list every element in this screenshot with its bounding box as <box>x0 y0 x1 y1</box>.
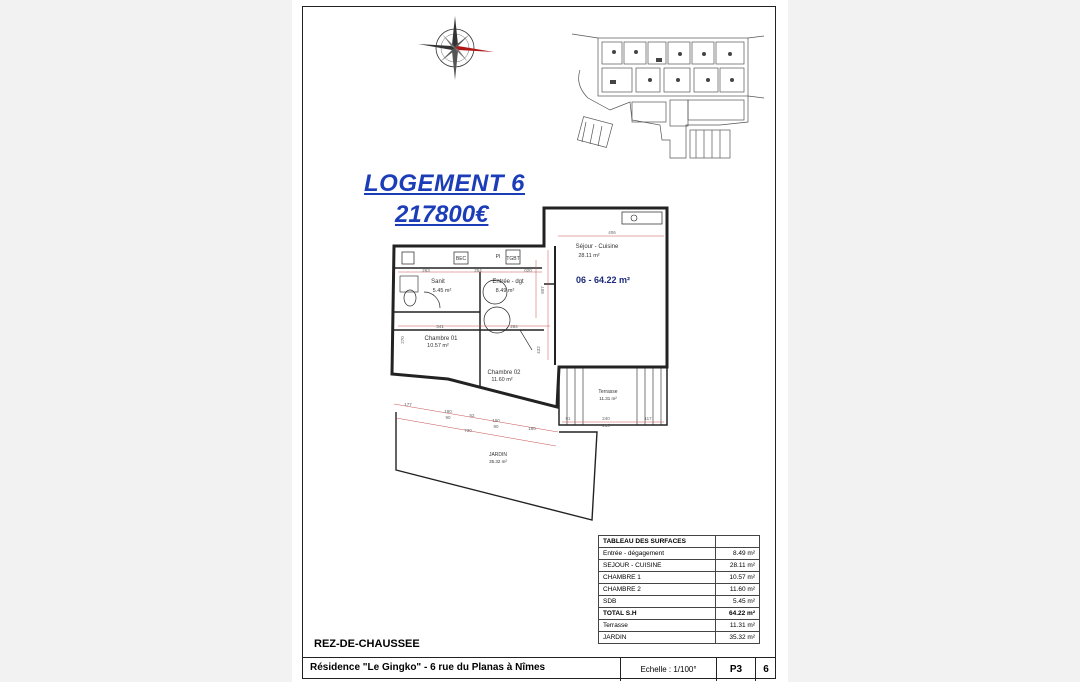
surfaces-table <box>598 535 760 644</box>
dim-label: 117 <box>644 416 652 421</box>
room-name: Séjour - Cuisine <box>575 244 619 250</box>
dim-label: 254 <box>474 268 482 273</box>
table-row: CHAMBRE 2 11.60 m² <box>599 584 760 596</box>
table-row: Entrée - dégagement 8.49 m² <box>599 548 760 560</box>
dim-label: 180 <box>528 426 536 431</box>
table-row: SDB 5.45 m² <box>599 596 760 608</box>
dim-label: 020 <box>524 268 532 273</box>
scale-text: Echelle : 1/100° <box>620 658 716 681</box>
total-row: TOTAL S.H 64.22 m² <box>599 608 760 620</box>
dim-label: 52 <box>469 413 475 418</box>
level-label: REZ-DE-CHAUSSEE <box>314 638 420 650</box>
room-area: 10.57 m² <box>427 343 449 349</box>
room-name: Entrée - dgt <box>492 279 524 285</box>
dim-label: 91 <box>565 416 571 421</box>
dim-label: 240 <box>602 416 610 421</box>
dim-label: 90 <box>445 415 451 420</box>
dim-label: 180 <box>444 409 452 414</box>
room-area: 5.45 m² <box>432 288 452 294</box>
room-name: JARDIN <box>488 452 508 458</box>
dim-label: 607 <box>540 286 545 294</box>
room-name: Chambre 01 <box>424 336 458 342</box>
dim-label: 90 <box>493 424 499 429</box>
dim-label: 160 <box>492 418 500 423</box>
dim-label: 284 <box>510 324 518 329</box>
table-row: JARDIN 35.32 m² <box>599 632 760 644</box>
room-name: Sanit <box>431 279 445 285</box>
logement-title: LOGEMENT 6 <box>364 170 526 197</box>
table-row: CHAMBRE 1 10.57 m² <box>599 572 760 584</box>
dim-label: 730 <box>464 428 472 433</box>
unit-label: 06 - 64.22 m² <box>575 275 631 285</box>
room-area: 11.31 m² <box>599 396 617 401</box>
table-row: SEJOUR - CUISINE 28.11 m² <box>599 560 760 572</box>
title-block <box>302 657 776 681</box>
pi-label: PI <box>495 254 501 260</box>
room-name: Chambre 02 <box>487 370 521 376</box>
page-number: 6 <box>763 664 769 675</box>
room-area: 11.60 m² <box>491 377 513 383</box>
dim-label: 341 <box>436 324 444 329</box>
dim-label: 263 <box>422 268 430 273</box>
tgbt-label: TGBT <box>506 256 520 262</box>
bec-label: BEC <box>455 256 467 262</box>
room-name: Terrasse <box>598 389 618 395</box>
dim-label: 406 <box>608 230 616 235</box>
dim-label: 432 <box>536 346 541 354</box>
dim-label: 270 <box>400 336 405 344</box>
table-row: Terrasse 11.31 m² <box>599 620 760 632</box>
address-text: Résidence "Le Gingko" - 6 rue du Planas à Nîmes <box>310 662 546 673</box>
sheet-code: P3 <box>716 658 756 681</box>
logement-price: 217800€ <box>395 201 489 228</box>
surfaces-header: TABLEAU DES SURFACES <box>599 536 716 548</box>
dim-label: 215 <box>602 423 610 428</box>
room-area: 28.11 m² <box>578 253 600 259</box>
plan-sheet <box>292 0 788 682</box>
dim-label: 177 <box>404 402 412 407</box>
room-area: 8.49 m² <box>495 288 515 294</box>
room-area: 35.32 m² <box>489 459 507 464</box>
